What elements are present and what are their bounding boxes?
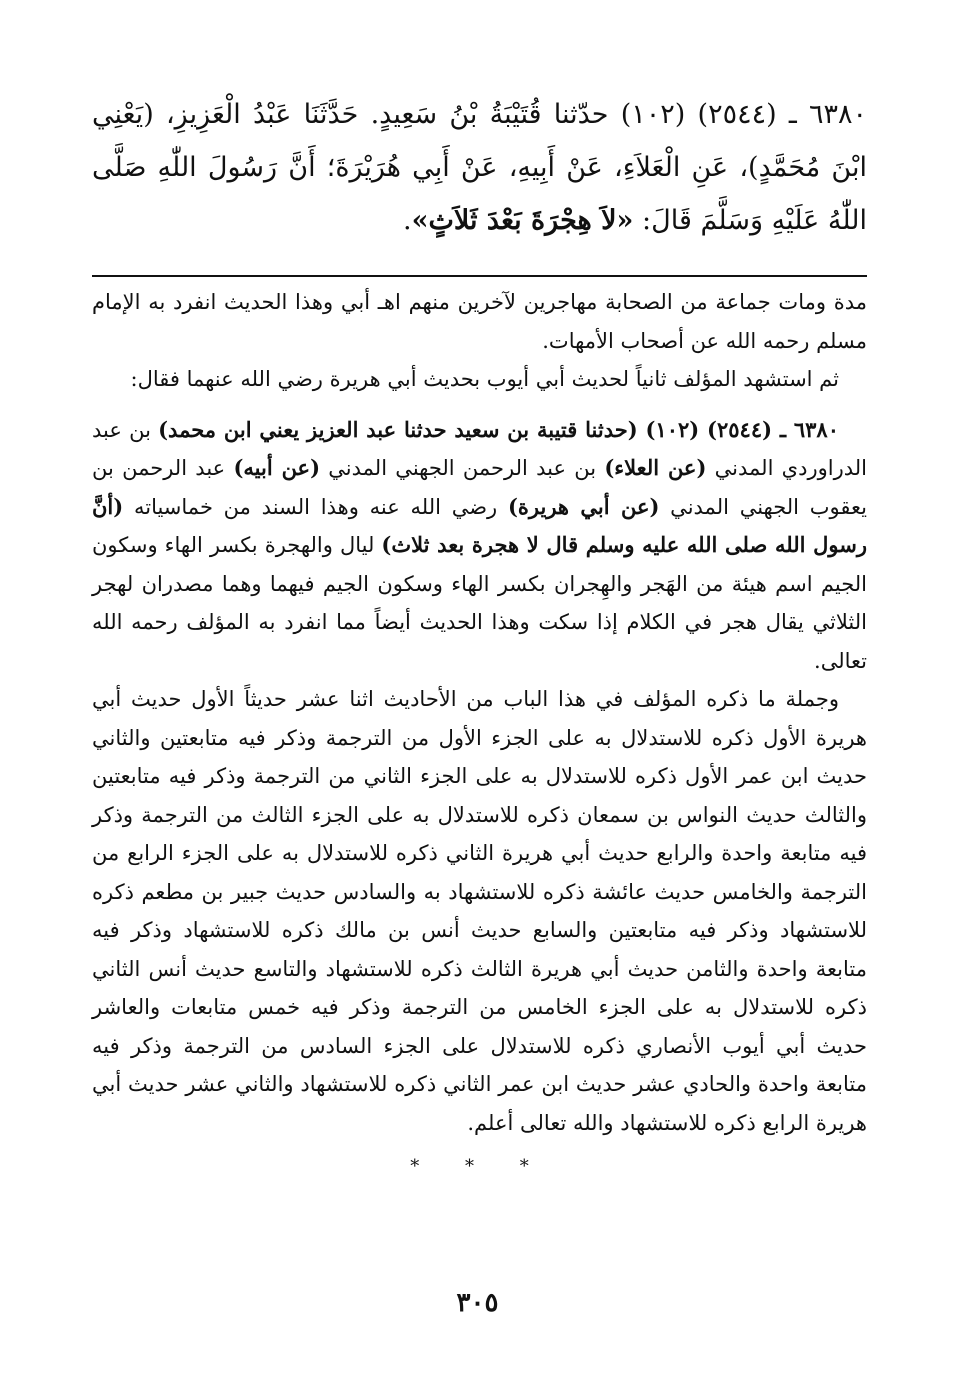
bold-chain-1: ٦٣٨٠ ـ (٢٥٤٤) (١٠٢) (حدثنا قتيبة بن سعيد حدثنا عبد العزيز يعني ابن محمد) — [158, 416, 839, 442]
commentary-paragraph-1: مدة ومات جماعة من الصحابة مهاجرين لآخرين منهم اهـ أبي وهذا الحديث انفرد به الإمام مسلم رحمه الله عن أصحاب الأمهات. — [92, 290, 867, 353]
hadith-text — [92, 88, 867, 247]
bold-chain-2: (عن العلاء) — [604, 455, 707, 480]
text-segment-3: عبد الرحمن بن يعقوب الجهني المدني — [92, 456, 867, 519]
text-segment-2: بن عبد الرحمن الجهني المدني — [320, 456, 605, 480]
page-number: ٣٠٥ — [456, 1288, 499, 1318]
hadith-quote: «لاَ هِجْرَةَ بَعْدَ ثَلاَثٍ» — [411, 205, 634, 236]
commentary-paragraph-2: ثم استشهد المؤلف ثانياً لحديث أبي أيوب بحديث أبي هريرة رضي الله عنهما فقال: — [130, 367, 839, 391]
bold-chain-3: (عن أبيه) — [233, 455, 321, 480]
page-body — [92, 88, 867, 1182]
footnote-divider — [92, 275, 867, 277]
hadith-end: . — [403, 205, 412, 236]
commentary-paragraph-3 — [92, 411, 867, 681]
hadith-intro: ٦٣٨٠ ـ (٢٥٤٤) (١٠٢) حدّثنا قُتَيْبَةُ بْنُ سَعِيدٍ. حَدَّثَنَا عَبْدُ الْعَزِيزِ، (يَعْنِي ابْنَ مُحَمَّدٍ)، عَنِ الْعَلاَءِ، عَنْ أَبِيهِ، عَنْ أَبِي هُرَيْرَةَ؛ أَنَّ رَسُولَ اللّٰهِ صَلَّى اللّٰهُ عَلَيْهِ وَسَلَّمَ قَالَ: — [92, 99, 867, 236]
paragraph-gap — [92, 399, 867, 411]
commentary-paragraph-4: وجملة ما ذكره المؤلف في هذا الباب من الأحاديث اثنا عشر حديثاً الأول حديث أبي هريرة الأول ذكره للاستدلال به على الجزء الأول من الترجمة وذكر فيه متابعتين والثاني حديث ابن عمر الأول ذكره للاستدلال به على الجزء الثاني من الترجمة وذكر فيه متابعتين والثالث حديث النواس بن سمعان ذكره للاستدلال به على الجزء الثالث من الترجمة وذكر فيه متابعة واحدة والرابع حديث أبي هريرة الثاني ذكره للاستدلال به على الجزء الرابع من الترجمة والخامس حديث عائشة ذكره للاستشهاد به والسادس حديث جبير بن مطعم ذكره للاستشهاد وذكر فيه متابعتين والسابع حديث أنس بن مالك ذكره للاستشهاد وذكر فيه متابعة واحدة والثامن حديث أبي هريرة الثالث ذكره للاستشهاد والتاسع حديث أنس الثاني ذكره للاستدلال به على الجزء الخامس من الترجمة وذكر فيه خمس متابعات والعاشر حديث أبي أيوب الأنصاري ذكره للاستدلال على الجزء السادس من الترجمة وذكر فيه متابعة واحدة والحادي عشر حديث ابن عمر الثاني ذكره للاستشهاد والثاني عشر حديث أبي هريرة الرابع ذكره للاستشهاد والله تعالى أعلم. — [92, 687, 867, 1135]
commentary — [92, 283, 867, 1142]
text-segment-4: رضي الله عنه وهذا السند من خماسياته — [123, 494, 508, 519]
section-separator: * * * — [410, 1156, 549, 1177]
bold-matn: (أنَّ رسول الله صلى الله عليه وسلم قال لا هجرة بعد ثلاث) — [92, 493, 867, 557]
text-segment-1: بن عبد الدراوردي المدني — [92, 417, 867, 480]
bold-chain-4: (عن أبي هريرة) — [507, 493, 660, 519]
text-segment-5: ليال والهجرة بكسر الهاء وسكون الجيم اسم هيئة من الهَجر والهِجران بكسر الهاء وسكون الجيم فيهما وهما مصدران لهجر الثلاثي يقال هجر في الكلام إذا سكت وهذا الحديث أيضاً مما انفرد به المؤلف رحمه الله تعالى. — [92, 533, 867, 673]
